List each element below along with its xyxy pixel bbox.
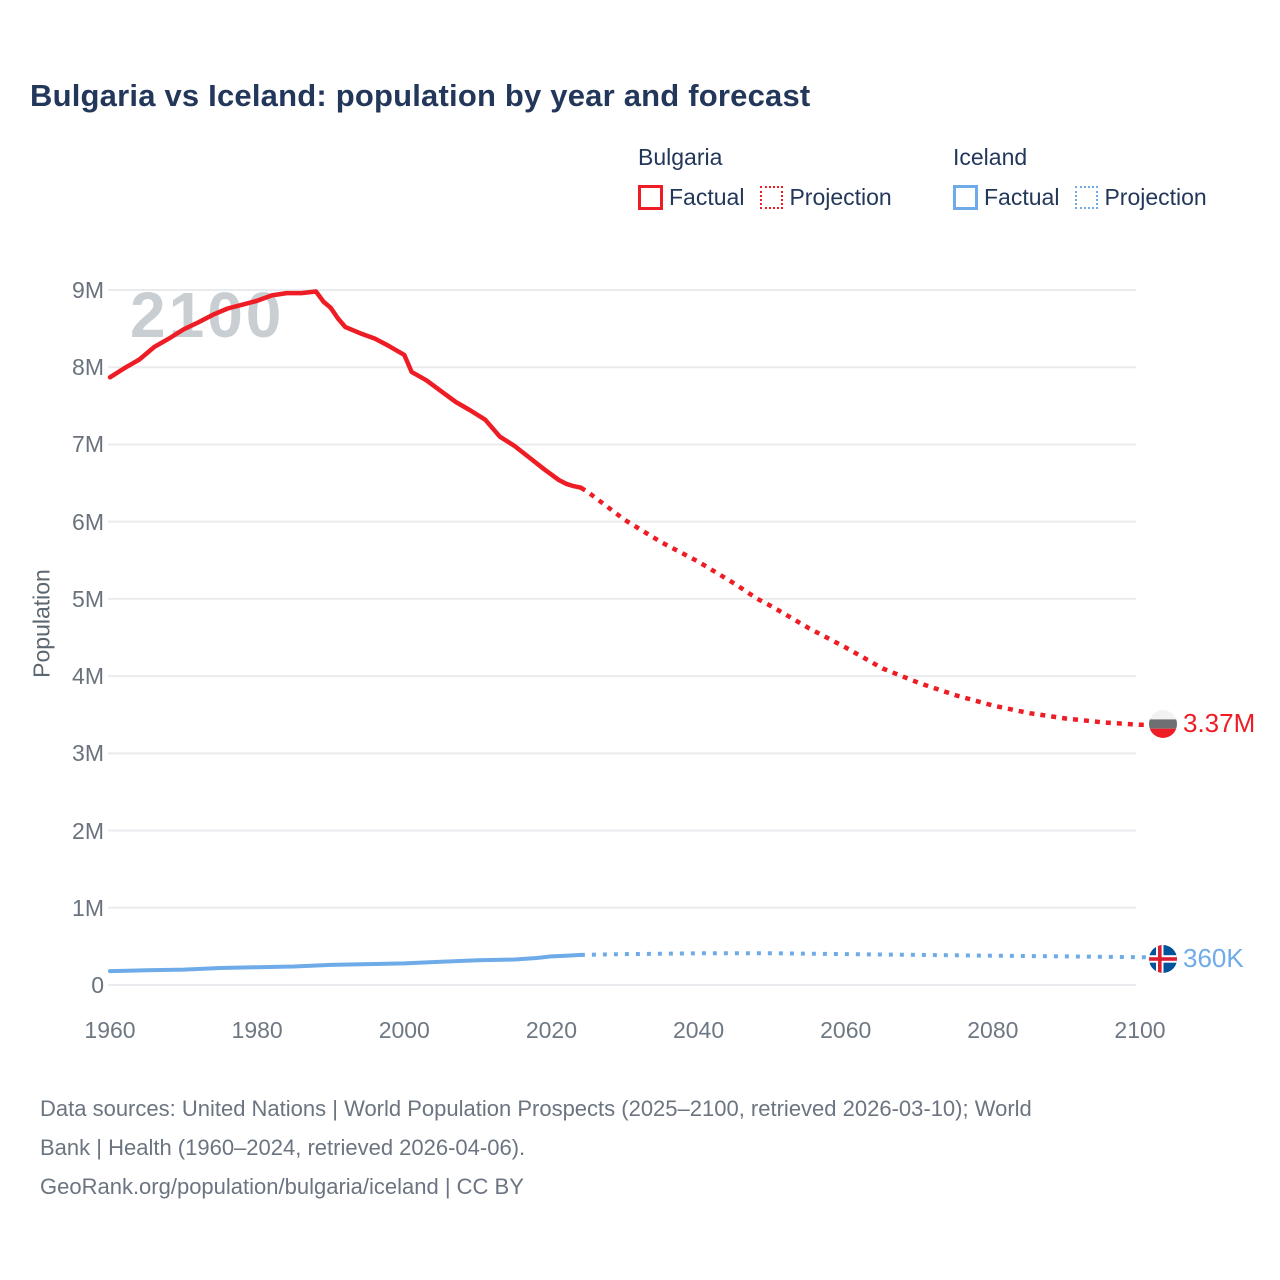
iceland-end-value: 360K [1183,943,1244,973]
bulgaria-end-value: 3.37M [1183,708,1256,738]
bulgaria-projection-line [581,488,1148,725]
x-tick-label: 2000 [378,1017,430,1043]
x-tick-label: 2100 [1114,1017,1166,1043]
iceland-factual-line [110,955,581,971]
y-tick-label: 7M [72,431,104,458]
y-axis-title: Population [28,569,55,678]
legend-label: Factual [984,184,1060,210]
y-tick-label: 9M [72,277,104,303]
iceland-flag-icon [1149,945,1177,973]
iceland-projection-line [581,953,1148,957]
x-tick-label: 2060 [820,1017,872,1043]
y-tick-label: 4M [72,663,104,690]
legend-bulgaria-name: Bulgaria [638,144,723,170]
bulgaria-end-label [1149,708,1255,739]
legend-iceland-name: Iceland [953,144,1028,170]
iceland-end-label [1149,943,1244,974]
bulgaria-factual-line [110,292,581,488]
x-tick-label: 2040 [672,1017,725,1043]
footer [40,1089,1240,1206]
x-tick-label: 1960 [84,1017,136,1043]
y-tick-label: 5M [72,585,104,612]
x-tick-label: 2080 [967,1017,1019,1043]
y-tick-label: 0 [91,972,104,998]
footer-sources-line2: Bank | Health (1960–2024, retrieved 2026-04-06). [40,1135,526,1160]
footer-sources-line1: Data sources: United Nations | World Population Prospects (2025–2100, retrieved 2026-03-10); World [40,1096,1032,1121]
bulgaria-flag-icon [1149,710,1177,738]
watermark-year: 2100 [130,279,285,351]
y-tick-label: 6M [72,508,104,535]
y-tick-label: 1M [72,894,104,921]
legend-label: Projection [1104,184,1207,210]
page-title: Bulgaria vs Iceland: population by year and forecast [30,78,811,113]
y-tick-label: 3M [72,740,104,767]
footer-attribution-link[interactable]: GeoRank.org/population/bulgaria/iceland | CC BY [40,1174,524,1199]
y-tick-label: 2M [72,817,104,844]
x-tick-label: 2020 [525,1017,577,1043]
legend-label: Projection [789,184,892,210]
legend-label: Factual [669,184,745,210]
x-tick-label: 1980 [231,1017,283,1043]
y-tick-label: 8M [72,354,104,381]
